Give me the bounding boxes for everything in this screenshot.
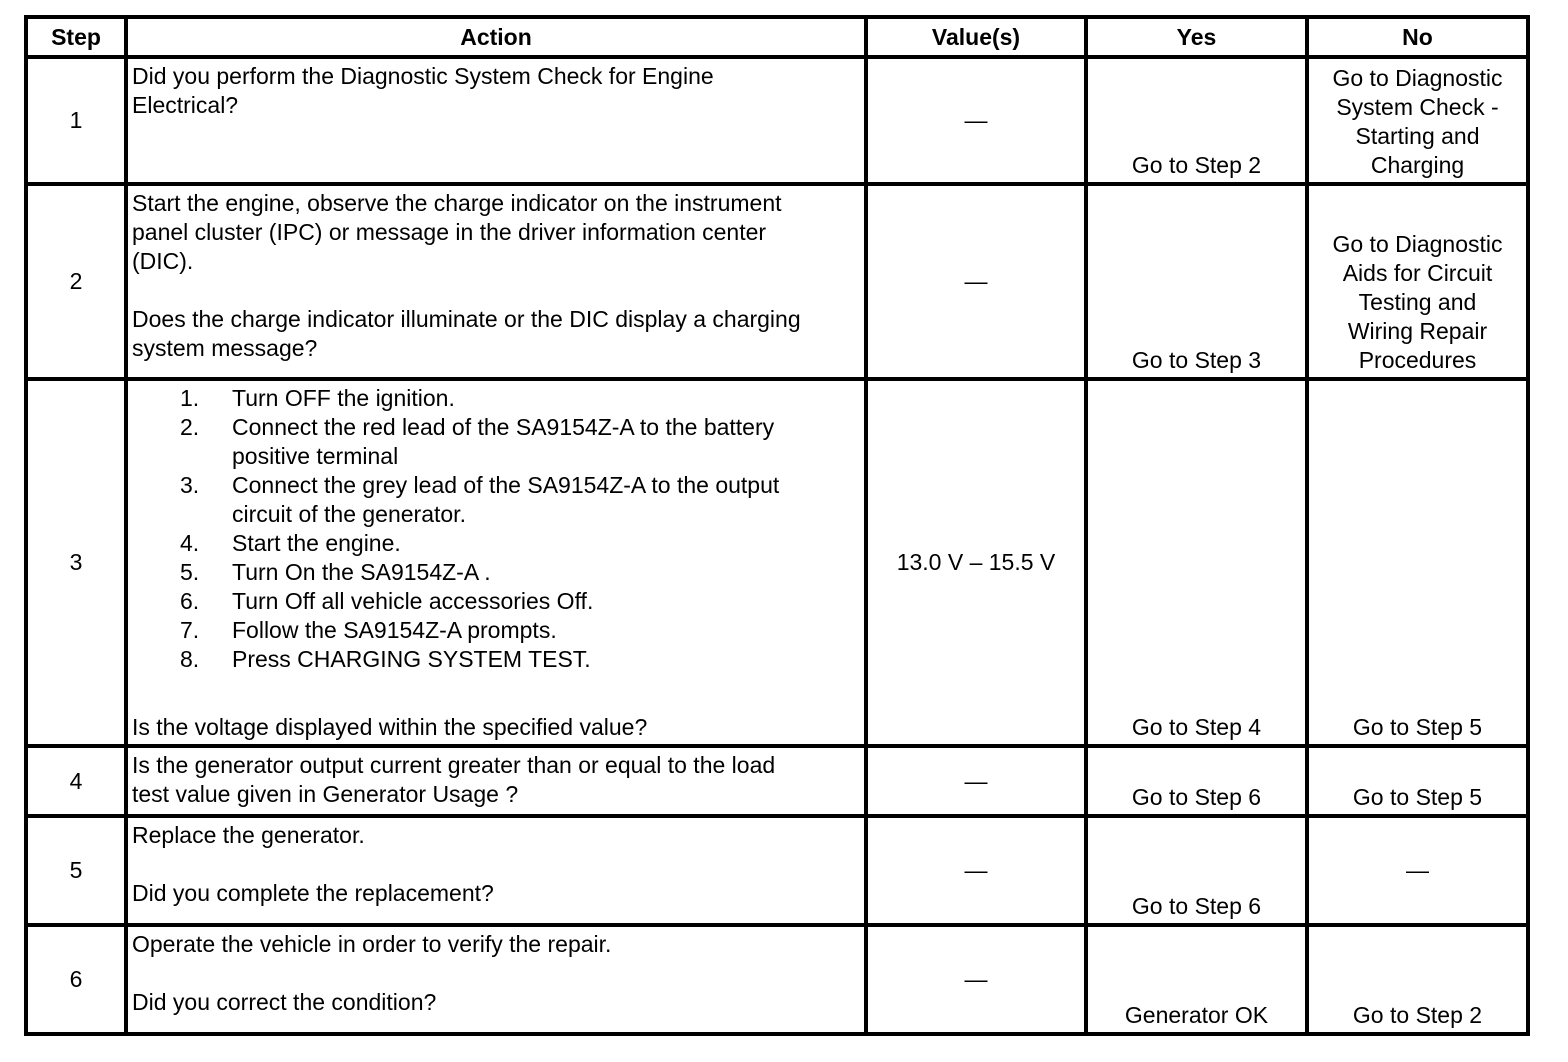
yes-cell: Generator OK [1086, 925, 1307, 1034]
no-text-line: Testing and [1358, 289, 1477, 315]
action-text-line: Start the engine, observe the charge indicator on the instrument [132, 190, 782, 216]
substep-text: positive terminal [232, 443, 399, 469]
substep-item [132, 616, 860, 645]
yes-cell: Go to Step 3 [1086, 184, 1307, 379]
action-text-line: panel cluster (IPC) or message in the driver information center [132, 219, 767, 245]
table-row [26, 925, 1528, 1034]
table-row [26, 184, 1528, 379]
substep-text: Follow the SA9154Z-A prompts. [232, 617, 557, 643]
yes-cell: Go to Step 2 [1086, 57, 1307, 184]
header-action: Action [126, 17, 866, 57]
substep-number: 3. [180, 472, 200, 498]
action-text-line: Replace the generator. [132, 822, 365, 848]
table-row [26, 746, 1528, 816]
header-yes: Yes [1086, 17, 1307, 57]
no-cell [1307, 57, 1528, 184]
substep-number: 8. [180, 646, 200, 672]
no-text-line: Go to Diagnostic [1332, 65, 1503, 91]
yes-cell: Go to Step 6 [1086, 746, 1307, 816]
value-cell: — [866, 925, 1086, 1034]
no-text-line: — [1406, 857, 1429, 883]
step-number: 3 [26, 379, 126, 746]
substep-item [132, 384, 860, 413]
substep-number: 6. [180, 588, 200, 614]
header-values: Value(s) [866, 17, 1086, 57]
substep-item [132, 558, 860, 587]
substep-item [132, 413, 860, 471]
diagnostic-table [24, 15, 1530, 1036]
action-text-line: Did you perform the Diagnostic System Check for Engine [132, 63, 714, 89]
action-cell [126, 57, 866, 184]
no-cell [1307, 925, 1528, 1034]
action-text-line: (DIC). [132, 248, 194, 274]
value-cell: — [866, 746, 1086, 816]
action-question-line: Is the voltage displayed within the specified value? [132, 714, 648, 740]
no-cell [1307, 184, 1528, 379]
substep-text: Connect the grey lead of the SA9154Z-A to the output [232, 472, 780, 498]
value-cell: — [866, 184, 1086, 379]
substep-text: Press CHARGING SYSTEM TEST. [232, 646, 591, 672]
step-number: 1 [26, 57, 126, 184]
no-text-line: Go to Diagnostic [1332, 231, 1503, 257]
action-text-line: Operate the vehicle in order to verify the repair. [132, 931, 612, 957]
action-question-line: Did you correct the condition? [132, 989, 437, 1015]
table-row [26, 816, 1528, 925]
yes-cell: Go to Step 4 [1086, 379, 1307, 746]
step-number: 2 [26, 184, 126, 379]
substep-item [132, 645, 860, 674]
no-cell [1307, 746, 1528, 816]
table-row [26, 57, 1528, 184]
substep-number: 2. [180, 414, 200, 440]
no-text-line: Go to Step 5 [1352, 784, 1483, 810]
substep-text: Turn Off all vehicle accessories Off. [232, 588, 594, 614]
substep-item [132, 529, 860, 558]
substep-number: 7. [180, 617, 200, 643]
yes-cell: Go to Step 6 [1086, 816, 1307, 925]
action-cell [126, 379, 866, 746]
step-number: 4 [26, 746, 126, 816]
substep-number: 5. [180, 559, 200, 585]
no-text-line: Wiring Repair [1347, 318, 1488, 344]
action-text-line: Electrical? [132, 92, 239, 118]
substep-number: 4. [180, 530, 200, 556]
substep-list [132, 384, 860, 674]
no-text-line: Charging [1370, 152, 1465, 178]
value-cell: — [866, 816, 1086, 925]
substep-text: Start the engine. [232, 530, 401, 556]
step-number: 5 [26, 816, 126, 925]
no-text-line: System Check - [1336, 94, 1499, 120]
substep-item [132, 471, 860, 529]
action-cell [126, 925, 866, 1034]
value-cell: 13.0 V – 15.5 V [866, 379, 1086, 746]
substep-text: Turn On the SA9154Z-A . [232, 559, 491, 585]
no-text-line: Starting and [1355, 123, 1480, 149]
no-text-line: Go to Step 2 [1352, 1002, 1483, 1028]
action-text-line: Is the generator output current greater than or equal to the load [132, 752, 776, 778]
table-row [26, 379, 1528, 746]
step-number: 6 [26, 925, 126, 1034]
action-text-line: test value given in Generator Usage ? [132, 781, 519, 807]
substep-number: 1. [180, 385, 200, 411]
no-text-line: Go to Step 5 [1352, 714, 1483, 740]
header-no: No [1307, 17, 1528, 57]
substep-text: Turn OFF the ignition. [232, 385, 455, 411]
action-question-line: Did you complete the replacement? [132, 880, 494, 906]
action-cell [126, 816, 866, 925]
header-row [26, 17, 1528, 57]
action-cell [126, 746, 866, 816]
value-cell: — [866, 57, 1086, 184]
no-cell [1307, 816, 1528, 925]
action-cell [126, 184, 866, 379]
no-text-line: Procedures [1358, 347, 1477, 373]
action-question-line: system message? [132, 335, 318, 361]
substep-item [132, 587, 860, 616]
substep-text: circuit of the generator. [232, 501, 466, 527]
substep-text: Connect the red lead of the SA9154Z-A to the battery [232, 414, 775, 440]
action-question-line: Does the charge indicator illuminate or the DIC display a charging [132, 306, 801, 332]
no-text-line: Aids for Circuit [1342, 260, 1493, 286]
header-step: Step [26, 17, 126, 57]
no-cell [1307, 379, 1528, 746]
